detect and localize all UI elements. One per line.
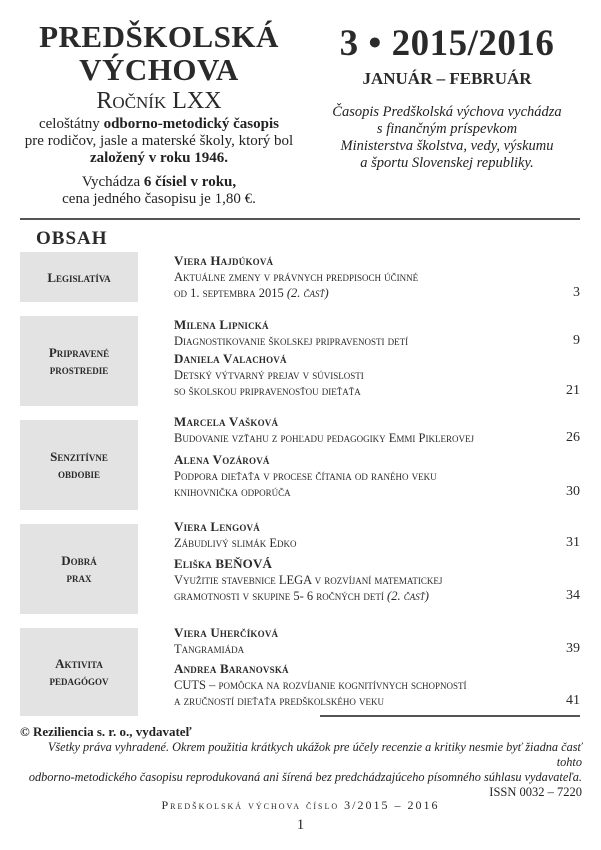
masthead — [20, 20, 298, 208]
price-line: cena jedného časopisu je 1,80 €. — [62, 191, 256, 207]
entry-author: Viera Hajdúková — [174, 253, 274, 268]
section-label: Senzitívne — [50, 449, 108, 464]
description-line-1 — [20, 116, 298, 133]
entry-title-line: knihovnička odporúča — [174, 485, 291, 499]
page-footer — [0, 798, 601, 834]
entry-page-number: 21 — [566, 383, 580, 398]
magazine-title-line2: VÝCHOVA — [79, 52, 239, 87]
toc-entry[interactable] — [174, 317, 580, 349]
running-title: Predškolská výchova číslo 3/2015 – 2016 — [161, 798, 440, 812]
entry-page-number: 41 — [566, 693, 580, 708]
entry-title-line: Podpora dieťaťa v procese čítania od raného veku — [174, 469, 437, 483]
entry-title-line: a zručností dieťaťa predškolského veku — [174, 694, 384, 708]
toc-entry[interactable] — [174, 519, 580, 551]
entry-author: Daniela Valachová — [174, 351, 287, 366]
rights-notice: odborno-metodického časopisu reprodukovaná ani šírená bez predchádzajúceho písomného súhlasu vydavateľa. — [28, 770, 582, 784]
toc-entry[interactable] — [174, 253, 580, 301]
rights-notice: Všetky práva vyhradené. Okrem použitia krátkych ukážok pre účely recenzie a kritiky nesmie byť žiadna časť tohto — [47, 740, 582, 769]
toc-entry[interactable] — [174, 625, 580, 657]
entry-title-text: od 1. septembra 2015 — [174, 286, 284, 300]
entry-title-line: Zábudlivý slimák Edko — [174, 536, 297, 550]
divider — [20, 218, 580, 220]
description-text: celoštátny — [38, 116, 104, 132]
publication-frequency — [20, 174, 298, 191]
section-label: Dobrá — [61, 553, 97, 568]
entry-title-line: Budovanie vzťahu z pohľadu pedagogiky Emmi Piklerovej — [174, 431, 474, 445]
issue-months: JANUÁR – FEBRUÁR — [362, 69, 532, 88]
funding-note-line: s finančným príspevkom — [376, 121, 518, 137]
section-label: prostredie — [49, 362, 109, 377]
issue-info — [302, 22, 592, 172]
section-senzitivne-obdobie — [20, 420, 138, 510]
issue-number: 3 • 2015/2016 — [339, 23, 555, 64]
entry-page-number: 31 — [566, 535, 580, 550]
issn: ISSN 0032 – 7220 — [489, 785, 582, 799]
toc-entry[interactable] — [174, 351, 580, 399]
section-pripravene-prostredie — [20, 316, 138, 406]
entry-page-number: 30 — [566, 484, 580, 499]
divider — [320, 715, 580, 717]
frequency-text: Vychádza — [81, 174, 144, 190]
toc-heading: OBSAH — [36, 228, 108, 249]
funding-note-line: Časopis Predškolská výchova vychádza — [332, 104, 562, 120]
funding-note-line: a športu Slovenskej republiky. — [360, 155, 534, 171]
entry-title-line: Detský výtvarný prejav v súvislosti — [174, 368, 364, 382]
entry-title-line — [174, 285, 544, 301]
funding-note — [302, 104, 592, 172]
entry-author: Viera Uherčíková — [174, 625, 279, 640]
frequency-emphasis: 6 čísiel v roku, — [143, 174, 237, 190]
entry-title-suffix: (2. časť) — [286, 286, 329, 300]
toc-entry[interactable] — [174, 556, 580, 604]
entry-author: Marcela Vašková — [174, 414, 279, 429]
section-label: Legislatíva — [47, 269, 111, 285]
entry-page-number: 3 — [573, 285, 580, 300]
entry-author: Viera Lengová — [174, 519, 260, 534]
entry-page-number: 9 — [573, 333, 580, 348]
section-dobra-prax — [20, 524, 138, 614]
section-label: Aktivita — [55, 656, 103, 671]
toc-entry[interactable] — [174, 452, 580, 500]
entry-title-line: so školskou pripravenosťou dieťaťa — [174, 384, 361, 398]
section-legislativa — [20, 252, 138, 302]
entry-author: Alena Vozárová — [174, 452, 270, 467]
page-number: 1 — [296, 817, 305, 833]
entry-page-number: 26 — [566, 430, 580, 445]
entry-title-line: Využitie stavebnice LEGA v rozvíjaní matematickej — [174, 573, 443, 587]
entry-author: Eliška BEŇOVÁ — [174, 556, 273, 571]
entry-title-line: Aktuálne zmeny v právnych predpisoch účinné — [174, 270, 419, 284]
copyright-block — [20, 724, 582, 800]
publisher: © Reziliencia s. r. o., vydavateľ — [20, 724, 192, 739]
entry-title-suffix: (2. časť) — [387, 589, 429, 603]
description-emphasis: odborno-metodický časopis — [103, 116, 279, 132]
entry-title-line: Tangramiáda — [174, 642, 245, 656]
section-label: Pripravené — [48, 345, 110, 360]
entry-title-text: gramotnosti v skupine 5- 6 ročných detí — [174, 589, 384, 603]
founding-year: založený v roku 1946. — [89, 150, 229, 166]
entry-page-number: 39 — [566, 641, 580, 656]
toc-entry[interactable] — [174, 414, 580, 446]
magazine-title-line1: PREDŠKOLSKÁ — [39, 19, 279, 54]
description-line-3 — [20, 150, 298, 167]
entry-page-number: 34 — [566, 588, 580, 603]
section-label: obdobie — [57, 466, 100, 481]
section-label: prax — [66, 570, 92, 585]
entry-title-line — [174, 588, 544, 604]
section-label: pedagógov — [49, 673, 109, 688]
entry-title-line: Diagnostikovanie školskej pripravenosti detí — [174, 334, 409, 348]
volume-label: Ročník LXX — [96, 88, 222, 114]
funding-note-line: Ministerstva školstva, vedy, výskumu — [340, 138, 554, 154]
toc-entry[interactable] — [174, 661, 580, 709]
description-line-2: pre rodičov, jasle a materské školy, ktorý bol — [24, 133, 294, 149]
section-aktivita-pedagogov — [20, 628, 138, 716]
entry-author: Milena Lipnická — [174, 317, 269, 332]
entry-author: Andrea Baranovská — [174, 661, 289, 676]
entry-title-line: CUTS – pomôcka na rozvíjanie kognitívnych schopností — [174, 678, 467, 692]
